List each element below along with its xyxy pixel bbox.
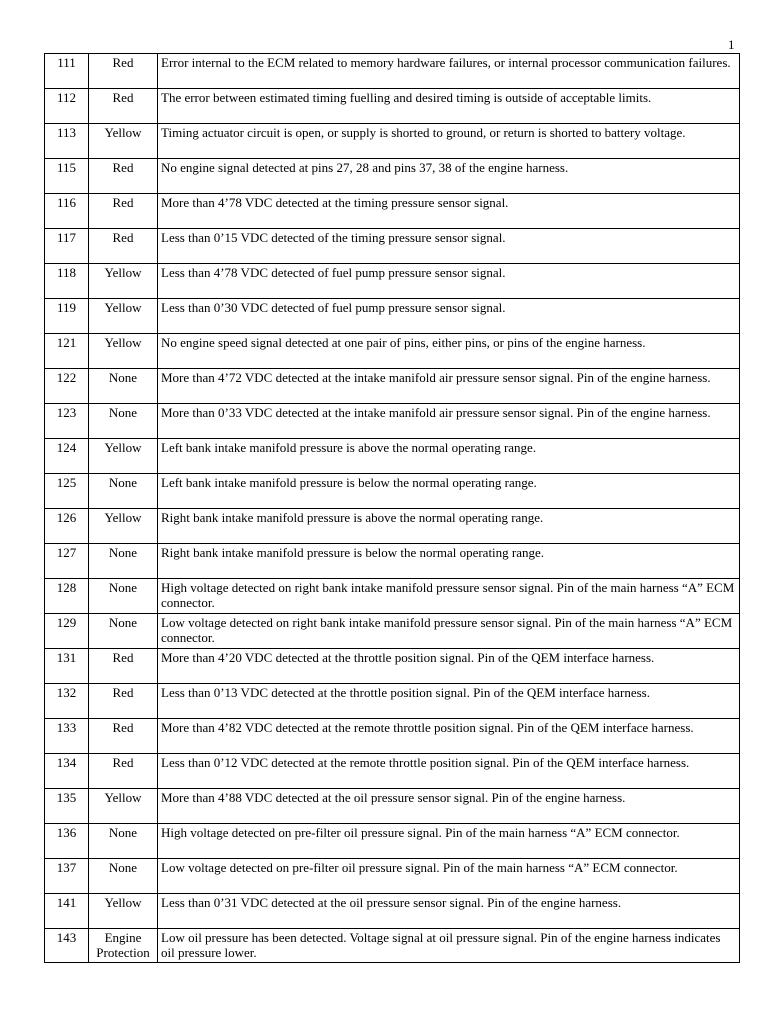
severity-cell: Red xyxy=(89,89,158,124)
table-row xyxy=(45,404,740,439)
table-row xyxy=(45,894,740,929)
description-cell: Less than 0’15 VDC detected of the timing pressure sensor signal. xyxy=(158,229,740,264)
description-cell: Timing actuator circuit is open, or supply is shorted to ground, or return is shorted to battery voltage. xyxy=(158,124,740,159)
description-cell: Low oil pressure has been detected. Voltage signal at oil pressure signal. Pin of the engine harness indicates oil pressure lower. xyxy=(158,929,740,963)
severity-cell: None xyxy=(89,579,158,614)
fault-code-cell: 124 xyxy=(45,439,89,474)
table-row xyxy=(45,264,740,299)
description-cell: High voltage detected on right bank intake manifold pressure sensor signal. Pin of the main harness “A” ECM connector. xyxy=(158,579,740,614)
severity-cell: Yellow xyxy=(89,334,158,369)
description-cell: Left bank intake manifold pressure is above the normal operating range. xyxy=(158,439,740,474)
description-cell: Left bank intake manifold pressure is below the normal operating range. xyxy=(158,474,740,509)
severity-cell: None xyxy=(89,614,158,649)
table-row xyxy=(45,649,740,684)
fault-code-cell: 115 xyxy=(45,159,89,194)
fault-code-cell: 122 xyxy=(45,369,89,404)
severity-cell: Yellow xyxy=(89,439,158,474)
table-row xyxy=(45,719,740,754)
severity-cell: Yellow xyxy=(89,264,158,299)
severity-cell: Red xyxy=(89,194,158,229)
table-row xyxy=(45,334,740,369)
severity-cell: None xyxy=(89,544,158,579)
table-row xyxy=(45,579,740,614)
description-cell: The error between estimated timing fuelling and desired timing is outside of acceptable limits. xyxy=(158,89,740,124)
severity-cell: Yellow xyxy=(89,509,158,544)
fault-code-cell: 125 xyxy=(45,474,89,509)
table-row xyxy=(45,194,740,229)
fault-code-cell: 132 xyxy=(45,684,89,719)
fault-code-cell: 119 xyxy=(45,299,89,334)
severity-cell: Red xyxy=(89,719,158,754)
table-row xyxy=(45,439,740,474)
table-row xyxy=(45,859,740,894)
severity-cell: Red xyxy=(89,649,158,684)
table-row xyxy=(45,369,740,404)
table-row xyxy=(45,159,740,194)
severity-cell: None xyxy=(89,369,158,404)
fault-code-cell: 133 xyxy=(45,719,89,754)
fault-code-cell: 128 xyxy=(45,579,89,614)
description-cell: Low voltage detected on pre-filter oil pressure signal. Pin of the main harness “A” ECM connector. xyxy=(158,859,740,894)
severity-cell: None xyxy=(89,474,158,509)
table-row xyxy=(45,124,740,159)
table-row xyxy=(45,929,740,963)
description-cell: Error internal to the ECM related to memory hardware failures, or internal processor communication failures. xyxy=(158,54,740,89)
table-row xyxy=(45,754,740,789)
description-cell: More than 0’33 VDC detected at the intake manifold air pressure sensor signal. Pin of the engine harness. xyxy=(158,404,740,439)
table-row xyxy=(45,509,740,544)
fault-code-table-body xyxy=(45,54,740,963)
table-row xyxy=(45,229,740,264)
table-row xyxy=(45,89,740,124)
fault-code-cell: 143 xyxy=(45,929,89,963)
severity-cell: Yellow xyxy=(89,124,158,159)
severity-cell: Red xyxy=(89,159,158,194)
fault-code-cell: 141 xyxy=(45,894,89,929)
description-cell: Less than 0’13 VDC detected at the throttle position signal. Pin of the QEM interface harness. xyxy=(158,684,740,719)
description-cell: No engine signal detected at pins 27, 28 and pins 37, 38 of the engine harness. xyxy=(158,159,740,194)
table-row xyxy=(45,789,740,824)
fault-code-cell: 134 xyxy=(45,754,89,789)
description-cell: No engine speed signal detected at one pair of pins, either pins, or pins of the engine harness. xyxy=(158,334,740,369)
table-row xyxy=(45,544,740,579)
description-cell: Less than 0’30 VDC detected of fuel pump pressure sensor signal. xyxy=(158,299,740,334)
severity-cell: None xyxy=(89,824,158,859)
table-row xyxy=(45,824,740,859)
severity-cell: Yellow xyxy=(89,894,158,929)
fault-code-cell: 131 xyxy=(45,649,89,684)
table-row xyxy=(45,474,740,509)
description-cell: Right bank intake manifold pressure is above the normal operating range. xyxy=(158,509,740,544)
description-cell: Right bank intake manifold pressure is below the normal operating range. xyxy=(158,544,740,579)
fault-code-cell: 111 xyxy=(45,54,89,89)
fault-code-table xyxy=(44,53,740,963)
description-cell: Less than 4’78 VDC detected of fuel pump pressure sensor signal. xyxy=(158,264,740,299)
table-row xyxy=(45,299,740,334)
description-cell: More than 4’72 VDC detected at the intake manifold air pressure sensor signal. Pin of the engine harness. xyxy=(158,369,740,404)
description-cell: Less than 0’12 VDC detected at the remote throttle position signal. Pin of the QEM interface harness. xyxy=(158,754,740,789)
table-row xyxy=(45,54,740,89)
fault-code-cell: 126 xyxy=(45,509,89,544)
severity-cell: Yellow xyxy=(89,299,158,334)
description-cell: More than 4’88 VDC detected at the oil pressure sensor signal. Pin of the engine harness. xyxy=(158,789,740,824)
fault-code-cell: 137 xyxy=(45,859,89,894)
fault-code-cell: 117 xyxy=(45,229,89,264)
fault-code-cell: 136 xyxy=(45,824,89,859)
severity-cell: Yellow xyxy=(89,789,158,824)
description-cell: Low voltage detected on right bank intake manifold pressure sensor signal. Pin of the main harness “A” ECM connector. xyxy=(158,614,740,649)
description-cell: High voltage detected on pre-filter oil pressure signal. Pin of the main harness “A” ECM connector. xyxy=(158,824,740,859)
fault-code-cell: 112 xyxy=(45,89,89,124)
fault-code-cell: 113 xyxy=(45,124,89,159)
severity-cell: Red xyxy=(89,754,158,789)
description-cell: More than 4’78 VDC detected at the timing pressure sensor signal. xyxy=(158,194,740,229)
fault-code-cell: 121 xyxy=(45,334,89,369)
description-cell: Less than 0’31 VDC detected at the oil pressure sensor signal. Pin of the engine harness. xyxy=(158,894,740,929)
severity-cell: Red xyxy=(89,54,158,89)
severity-cell: None xyxy=(89,859,158,894)
description-cell: More than 4’82 VDC detected at the remote throttle position signal. Pin of the QEM interface harness. xyxy=(158,719,740,754)
severity-cell: None xyxy=(89,404,158,439)
table-row xyxy=(45,684,740,719)
description-cell: More than 4’20 VDC detected at the throttle position signal. Pin of the QEM interface harness. xyxy=(158,649,740,684)
fault-code-cell: 116 xyxy=(45,194,89,229)
page-number: 1 xyxy=(728,37,735,52)
severity-cell: Engine Protection xyxy=(89,929,158,963)
table-row xyxy=(45,614,740,649)
fault-code-cell: 135 xyxy=(45,789,89,824)
fault-code-cell: 129 xyxy=(45,614,89,649)
fault-code-cell: 127 xyxy=(45,544,89,579)
fault-code-cell: 118 xyxy=(45,264,89,299)
severity-cell: Red xyxy=(89,229,158,264)
fault-code-cell: 123 xyxy=(45,404,89,439)
severity-cell: Red xyxy=(89,684,158,719)
